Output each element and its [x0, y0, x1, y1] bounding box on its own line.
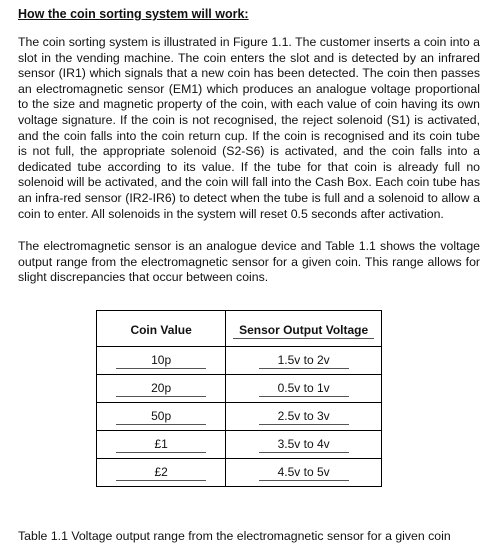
voltage-range: 1.5v to 2v [259, 353, 349, 369]
table-cell [226, 403, 382, 431]
table-row [97, 347, 382, 375]
table-row [97, 459, 382, 487]
voltage-range: 2.5v to 3v [259, 409, 349, 425]
coin-value: £1 [116, 437, 206, 453]
table-cell [226, 431, 382, 459]
table-row [97, 431, 382, 459]
header-coin-value [97, 311, 226, 347]
table-cell [226, 459, 382, 487]
table-cell [226, 375, 382, 403]
table-cell [97, 403, 226, 431]
table-caption: Table 1.1 Voltage output range from the electromagnetic sensor for a given coin [18, 529, 451, 543]
header-label: Sensor Output Voltage [233, 323, 374, 339]
voltage-range: 3.5v to 4v [259, 437, 349, 453]
voltage-table [96, 310, 382, 487]
table-cell [97, 375, 226, 403]
coin-value: 20p [116, 381, 206, 397]
coin-value: £2 [116, 465, 206, 481]
voltage-range: 4.5v to 5v [259, 465, 349, 481]
table-cell [97, 347, 226, 375]
coin-value: 50p [116, 409, 206, 425]
coin-value: 10p [116, 353, 206, 369]
sensor-paragraph: The electromagnetic sensor is an analogue device and Table 1.1 shows the voltage output range from the electromagnetic sensor for a given coin. This range allows for slight discrepancies that occur between coins. [18, 239, 480, 285]
table-row [97, 403, 382, 431]
table-row [97, 375, 382, 403]
description-paragraph: The coin sorting system is illustrated in Figure 1.1. The customer inserts a coin into a slot in the vending machine. The coin enters the slot and is detected by an infrared sensor (IR1) which signals that a new coin has been detected. The coin then passes an electromagnetic sensor (EM1) which produces an analogue voltage proportional to the size and magnetic property of the coin, with each value of coin having its own voltage signature. If the coin is not recognised, the reject solenoid (S1) is activated, and the coin falls into the coin return cup. If the coin is recognised and its coin tube is not full, the appropriate solenoid (S2-S6) is activated, and the coin falls into a dedicated tube according to its value. If the tube for that coin is already full no solenoid will be activated, and the coin will fall into the Cash Box. Each coin tube has an infra-red sensor (IR2-IR6) to detect when the tube is full and a solenoid to allow a coin to enter. All solenoids in the system will reset 0.5 seconds after activation. [18, 35, 480, 221]
table-cell [97, 431, 226, 459]
header-sensor-output [226, 311, 382, 347]
table-header-row [97, 311, 382, 347]
header-label: Coin Value [130, 323, 192, 337]
voltage-range: 0.5v to 1v [259, 381, 349, 397]
section-heading: How the coin sorting system will work: [18, 7, 249, 21]
table-cell [226, 347, 382, 375]
table-cell [97, 459, 226, 487]
